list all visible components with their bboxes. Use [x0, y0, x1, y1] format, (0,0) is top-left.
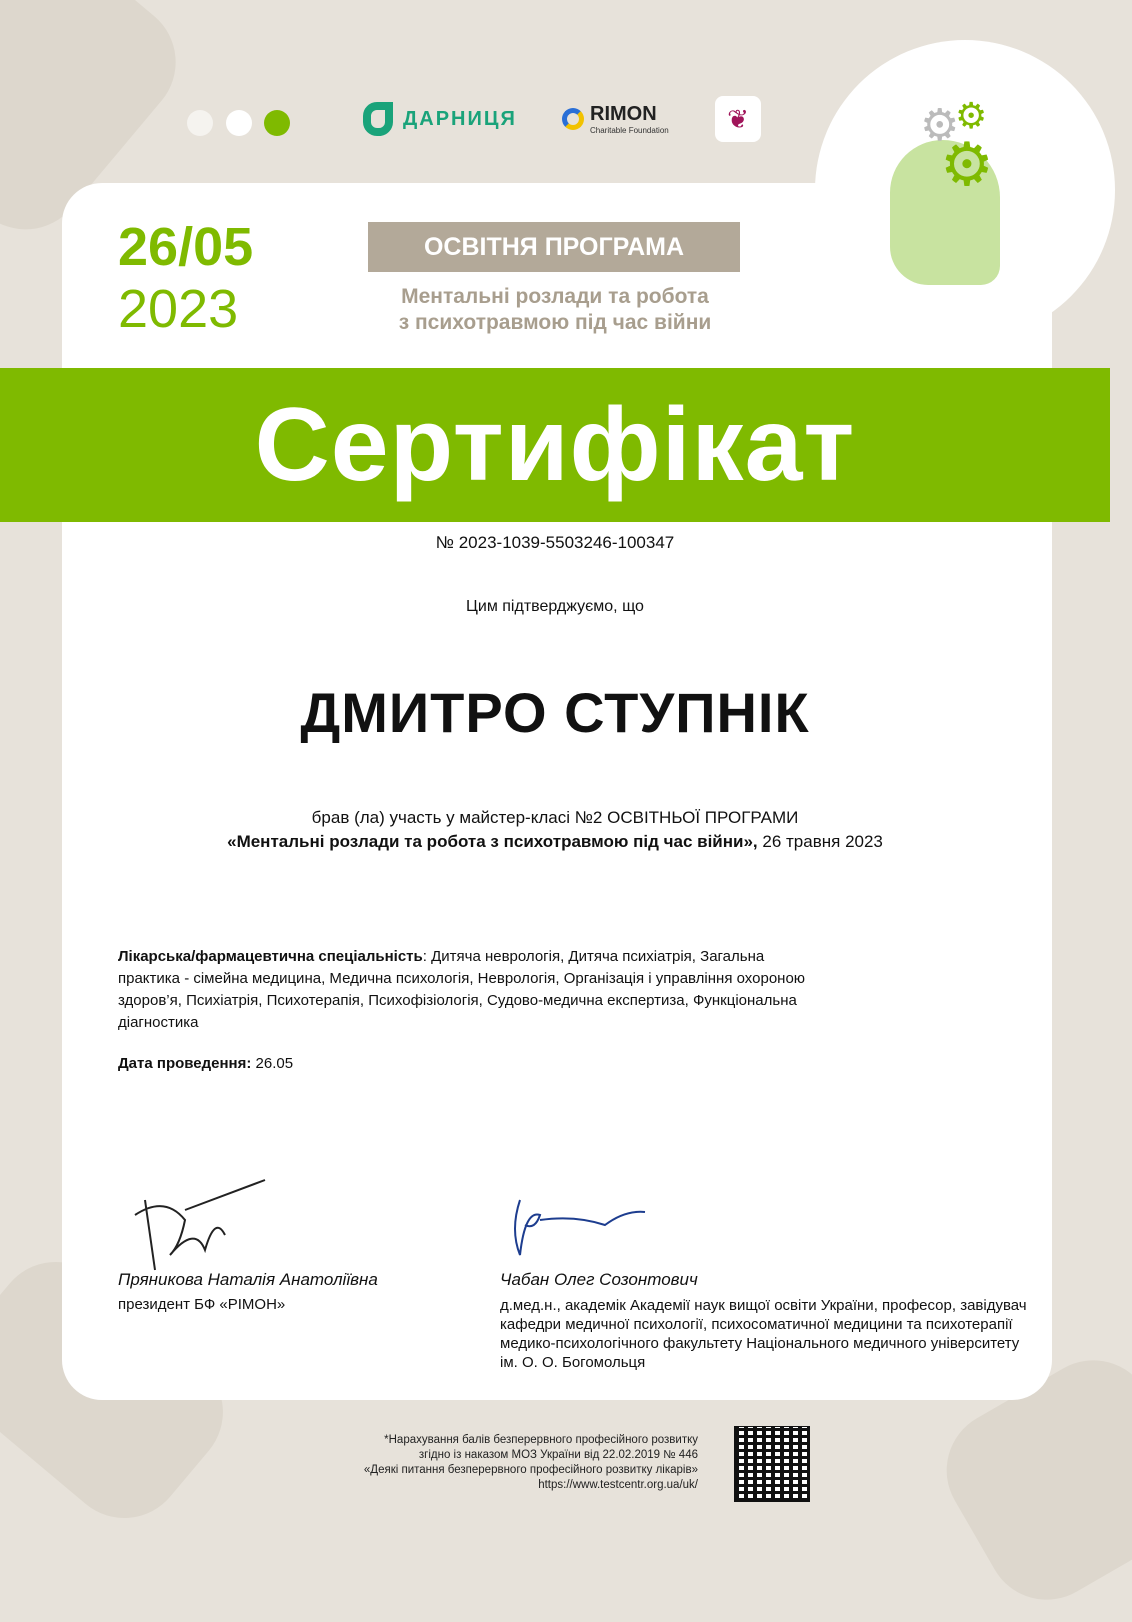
participation-text: брав (ла) участь у майстер-класі №2 ОСВІТНЬОЇ ПРОГРАМИ — [311, 808, 799, 827]
signatory-2 — [500, 1270, 1030, 1372]
course-line — [0, 832, 1110, 852]
event-date — [118, 1055, 293, 1072]
program-label: ОСВІТНЯ ПРОГРАМА — [368, 222, 740, 272]
gear-icon: ⚙ — [920, 101, 960, 150]
dot-1 — [187, 110, 213, 136]
specialty-label: Лікарська/фармацевтична спеціальність — [118, 948, 423, 965]
date-day: 26/05 — [118, 217, 254, 277]
footer-line: згідно із наказом МОЗ України від 22.02.2019 № 446 — [418, 1449, 698, 1461]
event-date-value: 26.05 — [255, 1055, 294, 1072]
recipient-name: ДМИТРО СТУПНІК — [300, 681, 810, 744]
rimon-text: RIMON — [590, 103, 657, 125]
signatory-role: президент БФ «РІМОН» — [118, 1296, 286, 1313]
dot-3 — [264, 110, 290, 136]
program-title — [350, 284, 760, 336]
specialty — [118, 946, 808, 1034]
rimon-logo — [562, 103, 669, 135]
event-date-label: Дата проведення: — [118, 1055, 252, 1072]
footer-url: https://www.testcentr.org.ua/uk/ — [538, 1479, 698, 1491]
dot-2 — [226, 110, 252, 136]
footer-line: *Нарахування балів безперервного професійного розвитку — [384, 1434, 698, 1446]
rimon-subtext: Charitable Foundation — [590, 126, 669, 135]
course-title: «Ментальні розлади та робота з психотравмою під час війни», — [227, 832, 758, 851]
signatory-1 — [118, 1270, 378, 1313]
program-title-line: з психотравмою під час війни — [398, 311, 712, 334]
program-title-line: Ментальні розлади та робота — [401, 285, 709, 308]
gear-icon: ⚙ — [940, 131, 994, 198]
darnytsia-text: ДАРНИЦЯ — [403, 107, 517, 130]
footer-note — [290, 1433, 698, 1493]
rimon-icon — [562, 108, 584, 130]
darnytsia-logo — [363, 102, 517, 136]
certificate-number: № 2023-1039-5503246-100347 — [435, 533, 675, 552]
signature-2 — [505, 1190, 655, 1270]
confirm-text: Цим підтверджуємо, що — [466, 598, 644, 615]
signatory-name: Пряникова Наталія Анатоліївна — [118, 1270, 378, 1289]
head-illustration — [815, 40, 1115, 340]
certificate-title: Сертифікат — [254, 386, 856, 503]
certificate-title-band — [0, 368, 1110, 522]
date-year: 2023 — [118, 279, 239, 339]
signature-1 — [125, 1175, 275, 1275]
qr-code-icon — [735, 1427, 809, 1501]
course-date: 26 травня 2023 — [762, 832, 883, 851]
brain-logo-icon: ❦ — [715, 96, 761, 142]
footer-line: «Деякі питання безперервного професійного розвитку лікарів» — [363, 1464, 698, 1476]
gear-icon: ⚙ — [955, 95, 988, 136]
darnytsia-icon — [363, 102, 393, 136]
specialty-value: : Дитяча неврологія, Дитяча психіатрія, Загальна практика - сімейна медицина, Медична психологія, Неврологія, Організація і управління охороною здоров’я, Психіатрія, Психотерапія, Психофізіологія, Судово-медична експертиза, Функціональна діагностика — [118, 948, 806, 1031]
signatory-role: д.мед.н., академік Академії наук вищої освіти України, професор, завідувач кафедри медичної психології, психосоматичної медицини та психотерапії медико-психологічного факультету Національного медичного університету ім. О. О. Богомольця — [500, 1297, 1027, 1371]
signatory-name: Чабан Олег Созонтович — [500, 1270, 698, 1289]
